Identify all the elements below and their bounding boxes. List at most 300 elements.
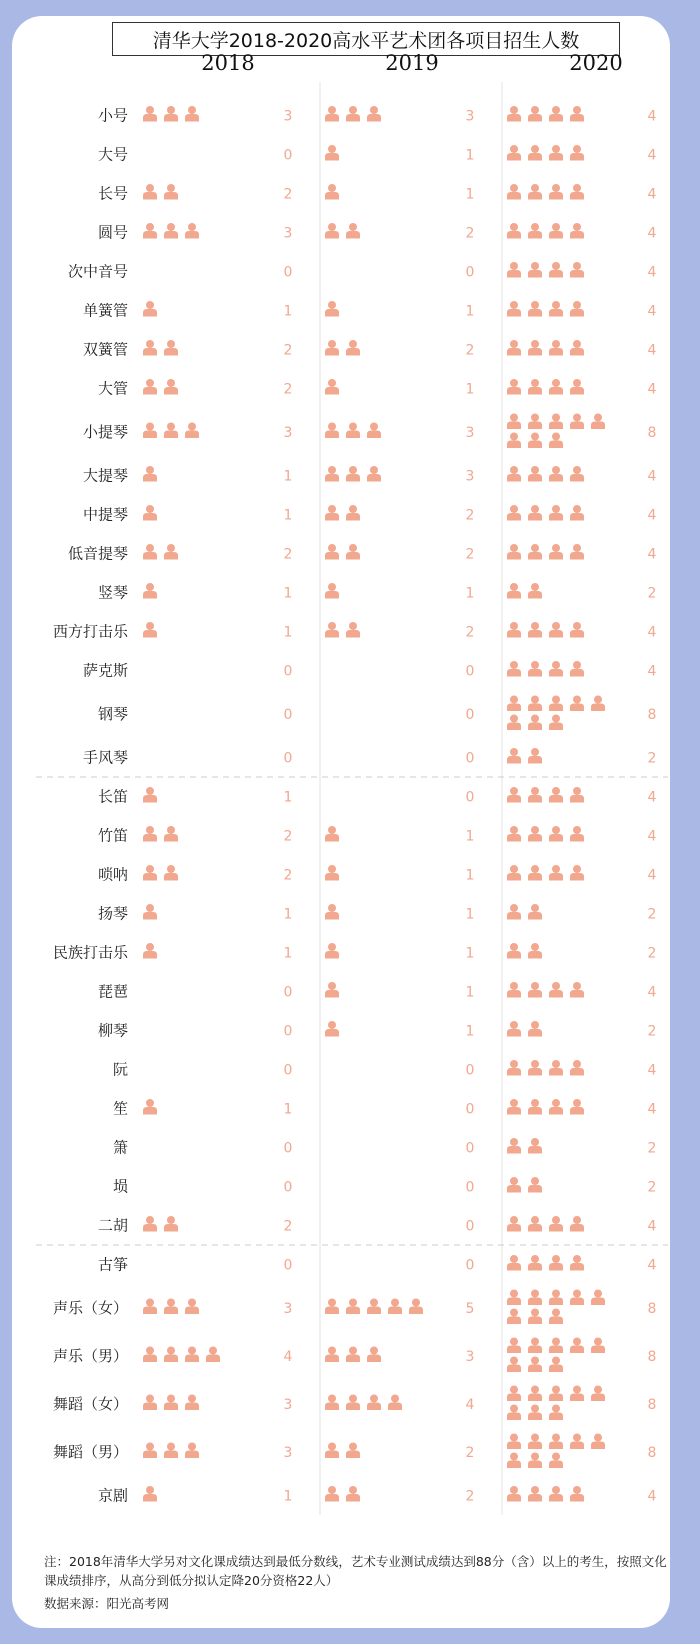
person-icon bbox=[570, 414, 584, 430]
person-icon bbox=[325, 1347, 339, 1363]
person-icon bbox=[549, 715, 563, 731]
category-label: 声乐（女） bbox=[52, 1299, 128, 1317]
cell-2018 bbox=[143, 1443, 199, 1459]
person-icon bbox=[325, 466, 339, 482]
count-label: 2 bbox=[283, 828, 293, 845]
person-icon bbox=[507, 748, 521, 764]
person-icon bbox=[528, 1338, 542, 1354]
person-icon bbox=[549, 414, 563, 430]
person-icon bbox=[507, 1290, 521, 1306]
person-icon bbox=[528, 414, 542, 430]
person-icon bbox=[528, 379, 542, 395]
count-label: 0 bbox=[465, 1257, 475, 1274]
person-icon bbox=[346, 505, 360, 521]
person-icon bbox=[528, 1255, 542, 1271]
person-icon bbox=[388, 1299, 402, 1315]
count-label: 8 bbox=[647, 1445, 657, 1461]
cell-2018 bbox=[143, 223, 199, 239]
person-icon bbox=[325, 1021, 339, 1037]
person-icon bbox=[549, 145, 563, 161]
cell-2019 bbox=[325, 466, 381, 482]
person-icon bbox=[325, 904, 339, 920]
person-icon bbox=[325, 1299, 339, 1315]
person-icon bbox=[528, 184, 542, 200]
cell-2020 bbox=[507, 661, 584, 677]
person-icon bbox=[528, 1060, 542, 1076]
count-label: 1 bbox=[465, 828, 475, 845]
person-icon bbox=[325, 423, 339, 439]
count-label: 4 bbox=[647, 1257, 657, 1274]
cell-2019 bbox=[325, 184, 339, 200]
person-icon bbox=[507, 1216, 521, 1232]
count-label: 1 bbox=[283, 624, 293, 641]
person-icon bbox=[528, 1021, 542, 1037]
cell-2020 bbox=[507, 1386, 605, 1421]
person-icon bbox=[528, 904, 542, 920]
person-icon bbox=[507, 583, 521, 599]
person-icon bbox=[164, 184, 178, 200]
count-label: 0 bbox=[465, 1101, 475, 1118]
count-label: 0 bbox=[465, 663, 475, 680]
count-label: 3 bbox=[283, 108, 293, 125]
person-icon bbox=[570, 544, 584, 560]
cell-2018 bbox=[143, 466, 157, 482]
count-label: 4 bbox=[647, 1101, 657, 1118]
cell-2019 bbox=[325, 544, 360, 560]
person-icon bbox=[507, 1434, 521, 1450]
person-icon bbox=[507, 223, 521, 239]
cell-2019 bbox=[325, 301, 339, 317]
count-label: 3 bbox=[465, 108, 475, 125]
count-label: 8 bbox=[647, 707, 657, 723]
cell-2019 bbox=[325, 1486, 360, 1502]
person-icon bbox=[346, 1486, 360, 1502]
person-icon bbox=[143, 223, 157, 239]
person-icon bbox=[549, 622, 563, 638]
person-icon bbox=[507, 1309, 521, 1325]
count-label: 2 bbox=[647, 750, 657, 767]
person-icon bbox=[570, 340, 584, 356]
person-icon bbox=[549, 1453, 563, 1469]
person-icon bbox=[507, 544, 521, 560]
cell-2020 bbox=[507, 982, 584, 998]
cell-2019 bbox=[325, 1021, 339, 1037]
cell-2019 bbox=[325, 943, 339, 959]
count-label: 1 bbox=[465, 381, 475, 398]
person-icon bbox=[507, 1177, 521, 1193]
person-icon bbox=[507, 943, 521, 959]
cell-2019 bbox=[325, 982, 339, 998]
count-label: 1 bbox=[283, 303, 293, 320]
count-label: 1 bbox=[283, 789, 293, 806]
count-label: 1 bbox=[465, 906, 475, 923]
cell-2018 bbox=[143, 423, 199, 439]
person-icon bbox=[507, 466, 521, 482]
person-icon bbox=[143, 1486, 157, 1502]
cell-2020 bbox=[507, 943, 542, 959]
person-icon bbox=[570, 106, 584, 122]
person-icon bbox=[528, 715, 542, 731]
count-label: 8 bbox=[647, 1301, 657, 1317]
cell-2020 bbox=[507, 787, 584, 803]
person-icon bbox=[507, 106, 521, 122]
person-icon bbox=[570, 223, 584, 239]
count-label: 8 bbox=[647, 1349, 657, 1365]
count-label: 1 bbox=[283, 1488, 293, 1505]
person-icon bbox=[570, 826, 584, 842]
person-icon bbox=[528, 1138, 542, 1154]
cell-2019 bbox=[325, 1299, 423, 1315]
person-icon bbox=[346, 340, 360, 356]
count-label: 0 bbox=[465, 789, 475, 806]
person-icon bbox=[528, 661, 542, 677]
person-icon bbox=[570, 661, 584, 677]
cell-2018 bbox=[143, 1099, 157, 1115]
person-icon bbox=[549, 1290, 563, 1306]
person-icon bbox=[528, 340, 542, 356]
person-icon bbox=[507, 865, 521, 881]
cell-2020 bbox=[507, 145, 584, 161]
person-icon bbox=[570, 1434, 584, 1450]
person-icon bbox=[528, 544, 542, 560]
person-icon bbox=[528, 106, 542, 122]
person-icon bbox=[143, 466, 157, 482]
count-label: 4 bbox=[647, 108, 657, 125]
person-icon bbox=[325, 1486, 339, 1502]
person-icon bbox=[549, 1486, 563, 1502]
cell-2018 bbox=[143, 943, 157, 959]
person-icon bbox=[507, 787, 521, 803]
person-icon bbox=[528, 1486, 542, 1502]
category-label: 唢呐 bbox=[97, 865, 128, 884]
person-icon bbox=[549, 696, 563, 712]
cell-2020 bbox=[507, 865, 584, 881]
count-label: 0 bbox=[465, 1179, 475, 1196]
person-icon bbox=[325, 223, 339, 239]
category-label: 京剧 bbox=[97, 1486, 128, 1505]
person-icon bbox=[367, 423, 381, 439]
person-icon bbox=[507, 1138, 521, 1154]
count-label: 2 bbox=[647, 1023, 657, 1040]
person-icon bbox=[185, 423, 199, 439]
category-label: 小提琴 bbox=[82, 423, 128, 441]
person-icon bbox=[528, 223, 542, 239]
cell-2018 bbox=[143, 544, 178, 560]
person-icon bbox=[549, 787, 563, 803]
count-label: 1 bbox=[465, 186, 475, 203]
category-label: 舞蹈（男） bbox=[52, 1443, 128, 1461]
person-icon bbox=[591, 1338, 605, 1354]
cell-2020 bbox=[507, 1255, 584, 1271]
category-label: 大号 bbox=[97, 145, 128, 164]
person-icon bbox=[507, 661, 521, 677]
person-icon bbox=[164, 379, 178, 395]
person-icon bbox=[549, 826, 563, 842]
person-icon bbox=[570, 1255, 584, 1271]
category-label: 阮 bbox=[112, 1060, 128, 1079]
person-icon bbox=[528, 1405, 542, 1421]
count-label: 4 bbox=[647, 663, 657, 680]
category-label: 次中音号 bbox=[67, 262, 128, 281]
person-icon bbox=[507, 379, 521, 395]
person-icon bbox=[185, 223, 199, 239]
person-icon bbox=[325, 982, 339, 998]
cell-2020 bbox=[507, 1434, 605, 1469]
person-icon bbox=[507, 1060, 521, 1076]
person-icon bbox=[164, 223, 178, 239]
person-icon bbox=[143, 943, 157, 959]
person-icon bbox=[143, 379, 157, 395]
count-label: 4 bbox=[647, 381, 657, 398]
cell-2020 bbox=[507, 184, 584, 200]
person-icon bbox=[325, 145, 339, 161]
person-icon bbox=[507, 826, 521, 842]
cell-2018 bbox=[143, 505, 157, 521]
cell-2018 bbox=[143, 787, 157, 803]
cell-2018 bbox=[143, 1299, 199, 1315]
person-icon bbox=[367, 1347, 381, 1363]
count-label: 5 bbox=[465, 1301, 475, 1317]
person-icon bbox=[549, 1405, 563, 1421]
cell-2019 bbox=[325, 904, 339, 920]
person-icon bbox=[164, 826, 178, 842]
person-icon bbox=[325, 826, 339, 842]
category-label: 大提琴 bbox=[82, 466, 128, 485]
person-icon bbox=[528, 1386, 542, 1402]
data-source: 数据来源：阳光高考网 bbox=[44, 1596, 170, 1611]
person-icon bbox=[143, 184, 157, 200]
person-icon bbox=[346, 1443, 360, 1459]
count-label: 4 bbox=[647, 789, 657, 806]
person-icon bbox=[185, 1395, 199, 1411]
cell-2020 bbox=[507, 106, 584, 122]
cell-2020 bbox=[507, 466, 584, 482]
person-icon bbox=[591, 1290, 605, 1306]
person-icon bbox=[143, 865, 157, 881]
person-icon bbox=[206, 1347, 220, 1363]
count-label: 2 bbox=[465, 507, 475, 524]
cell-2020 bbox=[507, 1138, 542, 1154]
count-label: 4 bbox=[647, 147, 657, 164]
person-icon bbox=[507, 301, 521, 317]
count-label: 0 bbox=[283, 1062, 293, 1079]
person-icon bbox=[185, 1299, 199, 1315]
person-icon bbox=[367, 466, 381, 482]
cell-2018 bbox=[143, 622, 157, 638]
person-icon bbox=[549, 1255, 563, 1271]
person-icon bbox=[143, 106, 157, 122]
person-icon bbox=[143, 1395, 157, 1411]
person-icon bbox=[507, 1453, 521, 1469]
count-label: 4 bbox=[647, 342, 657, 359]
category-label: 手风琴 bbox=[82, 748, 128, 767]
count-label: 2 bbox=[647, 585, 657, 602]
category-label: 低音提琴 bbox=[67, 544, 128, 563]
category-label: 琵琶 bbox=[97, 982, 128, 1001]
cell-2018 bbox=[143, 106, 199, 122]
cell-2020 bbox=[507, 223, 584, 239]
person-icon bbox=[570, 1290, 584, 1306]
chart-title: 清华大学2018-2020高水平艺术团各项目招生人数 bbox=[112, 22, 620, 56]
cell-2020 bbox=[507, 340, 584, 356]
person-icon bbox=[528, 145, 542, 161]
person-icon bbox=[549, 223, 563, 239]
count-label: 4 bbox=[647, 225, 657, 242]
category-label: 西方打击乐 bbox=[52, 622, 128, 641]
count-label: 4 bbox=[647, 264, 657, 281]
count-label: 3 bbox=[283, 1445, 293, 1461]
count-label: 0 bbox=[283, 984, 293, 1001]
person-icon bbox=[528, 787, 542, 803]
cell-2018 bbox=[143, 1216, 178, 1232]
person-icon bbox=[507, 904, 521, 920]
cell-2018 bbox=[143, 583, 157, 599]
category-label: 舞蹈（女） bbox=[52, 1395, 128, 1413]
person-icon bbox=[507, 1338, 521, 1354]
person-icon bbox=[346, 622, 360, 638]
count-label: 4 bbox=[647, 303, 657, 320]
cell-2018 bbox=[143, 1395, 199, 1411]
count-label: 2 bbox=[283, 186, 293, 203]
count-label: 0 bbox=[283, 1179, 293, 1196]
person-icon bbox=[143, 622, 157, 638]
cell-2019 bbox=[325, 106, 381, 122]
category-label: 柳琴 bbox=[97, 1021, 128, 1040]
person-icon bbox=[507, 1255, 521, 1271]
person-icon bbox=[507, 184, 521, 200]
count-label: 0 bbox=[465, 1218, 475, 1235]
person-icon bbox=[367, 1299, 381, 1315]
count-label: 1 bbox=[283, 1101, 293, 1118]
count-label: 1 bbox=[465, 1023, 475, 1040]
person-icon bbox=[346, 1299, 360, 1315]
cell-2020 bbox=[507, 262, 584, 278]
person-icon bbox=[507, 1405, 521, 1421]
category-label: 圆号 bbox=[97, 223, 128, 242]
person-icon bbox=[143, 544, 157, 560]
person-icon bbox=[346, 544, 360, 560]
person-icon bbox=[409, 1299, 423, 1315]
category-label: 单簧管 bbox=[82, 301, 128, 320]
count-label: 2 bbox=[283, 867, 293, 884]
count-label: 3 bbox=[465, 1349, 475, 1365]
person-icon bbox=[528, 1290, 542, 1306]
count-label: 1 bbox=[465, 585, 475, 602]
person-icon bbox=[528, 1453, 542, 1469]
person-icon bbox=[325, 106, 339, 122]
person-icon bbox=[185, 1443, 199, 1459]
category-label: 长号 bbox=[97, 184, 128, 203]
person-icon bbox=[346, 1395, 360, 1411]
person-icon bbox=[570, 466, 584, 482]
cell-2018 bbox=[143, 865, 178, 881]
person-icon bbox=[570, 505, 584, 521]
person-icon bbox=[528, 262, 542, 278]
cell-2020 bbox=[507, 505, 584, 521]
person-icon bbox=[528, 943, 542, 959]
person-icon bbox=[325, 1395, 339, 1411]
person-icon bbox=[549, 262, 563, 278]
cell-2018 bbox=[143, 301, 157, 317]
category-label: 钢琴 bbox=[97, 705, 128, 723]
person-icon bbox=[570, 1099, 584, 1115]
person-icon bbox=[185, 1347, 199, 1363]
person-icon bbox=[325, 379, 339, 395]
cell-2019 bbox=[325, 826, 339, 842]
count-label: 0 bbox=[465, 707, 475, 723]
person-icon bbox=[325, 583, 339, 599]
person-icon bbox=[591, 1386, 605, 1402]
count-label: 1 bbox=[465, 984, 475, 1001]
person-icon bbox=[528, 982, 542, 998]
person-icon bbox=[591, 1434, 605, 1450]
person-icon bbox=[570, 1386, 584, 1402]
count-label: 4 bbox=[647, 984, 657, 1001]
cell-2018 bbox=[143, 1486, 157, 1502]
category-label: 小号 bbox=[97, 106, 128, 125]
count-label: 2 bbox=[465, 1445, 475, 1461]
count-label: 0 bbox=[465, 1062, 475, 1079]
person-icon bbox=[549, 1434, 563, 1450]
cell-2019 bbox=[325, 505, 360, 521]
person-icon bbox=[507, 1357, 521, 1373]
person-icon bbox=[346, 223, 360, 239]
person-icon bbox=[549, 379, 563, 395]
person-icon bbox=[570, 1486, 584, 1502]
person-icon bbox=[507, 715, 521, 731]
count-label: 4 bbox=[647, 507, 657, 524]
cell-2020 bbox=[507, 301, 584, 317]
person-icon bbox=[570, 301, 584, 317]
count-label: 4 bbox=[647, 624, 657, 641]
person-icon bbox=[346, 466, 360, 482]
person-icon bbox=[528, 583, 542, 599]
category-label: 双簧管 bbox=[82, 340, 128, 359]
year-header-2019: 2019 bbox=[385, 51, 439, 75]
count-label: 0 bbox=[465, 750, 475, 767]
person-icon bbox=[325, 505, 339, 521]
category-label: 声乐（男） bbox=[52, 1347, 128, 1365]
person-icon bbox=[367, 106, 381, 122]
cell-2019 bbox=[325, 423, 381, 439]
cell-2019 bbox=[325, 1347, 381, 1363]
person-icon bbox=[549, 466, 563, 482]
cell-2020 bbox=[507, 1099, 584, 1115]
person-icon bbox=[164, 423, 178, 439]
cell-2019 bbox=[325, 1395, 402, 1411]
cell-2020 bbox=[507, 1060, 584, 1076]
person-icon bbox=[164, 1443, 178, 1459]
cell-2020 bbox=[507, 1290, 605, 1325]
count-label: 2 bbox=[647, 945, 657, 962]
person-icon bbox=[367, 1395, 381, 1411]
person-icon bbox=[549, 1386, 563, 1402]
count-label: 0 bbox=[283, 1023, 293, 1040]
count-label: 2 bbox=[283, 1218, 293, 1235]
count-label: 0 bbox=[283, 750, 293, 767]
person-icon bbox=[388, 1395, 402, 1411]
category-label: 大管 bbox=[97, 379, 128, 398]
person-icon bbox=[143, 505, 157, 521]
count-label: 4 bbox=[647, 1218, 657, 1235]
category-label: 笙 bbox=[112, 1099, 128, 1118]
person-icon bbox=[325, 865, 339, 881]
cell-2020 bbox=[507, 1021, 542, 1037]
cell-2020 bbox=[507, 748, 542, 764]
person-icon bbox=[507, 262, 521, 278]
count-label: 2 bbox=[465, 1488, 475, 1505]
person-icon bbox=[164, 340, 178, 356]
